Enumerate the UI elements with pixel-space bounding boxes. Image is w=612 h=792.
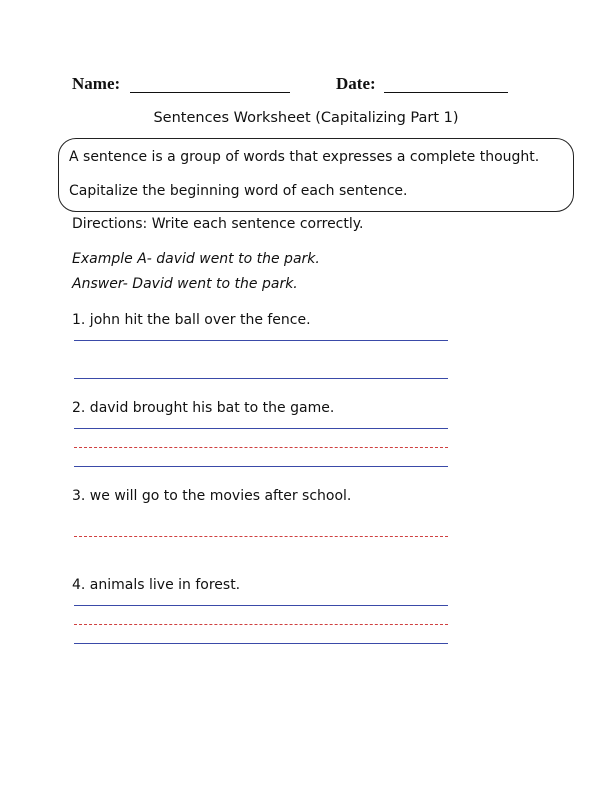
worksheet-title: Sentences Worksheet (Capitalizing Part 1) — [153, 110, 459, 126]
info-rule: Capitalize the beginning word of each sentence. — [69, 183, 408, 199]
example-prompt: Example A- david went to the park. — [72, 251, 320, 267]
answer-line-dashed — [74, 624, 448, 625]
answer-line-solid[interactable] — [74, 643, 448, 644]
question-3: 3. we will go to the movies after school. — [72, 488, 352, 504]
header-row — [72, 74, 542, 98]
date-label: Date: — [336, 74, 376, 93]
answer-line-solid[interactable] — [74, 428, 448, 429]
example-answer: Answer- David went to the park. — [72, 276, 298, 292]
answer-line-solid[interactable] — [74, 378, 448, 379]
answer-line-solid[interactable] — [74, 605, 448, 606]
info-definition: A sentence is a group of words that expresses a complete thought. — [69, 149, 540, 165]
info-box — [58, 138, 574, 212]
question-2: 2. david brought his bat to the game. — [72, 400, 335, 416]
question-4: 4. animals live in forest. — [72, 577, 241, 593]
answer-line-dashed — [74, 536, 448, 537]
name-label: Name: — [72, 74, 121, 93]
question-1: 1. john hit the ball over the fence. — [72, 312, 311, 328]
name-blank[interactable] — [130, 92, 290, 93]
answer-line-solid[interactable] — [74, 340, 448, 341]
directions-text: Directions: Write each sentence correctly. — [72, 216, 364, 232]
date-blank[interactable] — [384, 92, 508, 93]
answer-line-solid[interactable] — [74, 466, 448, 467]
answer-line-dashed — [74, 447, 448, 448]
